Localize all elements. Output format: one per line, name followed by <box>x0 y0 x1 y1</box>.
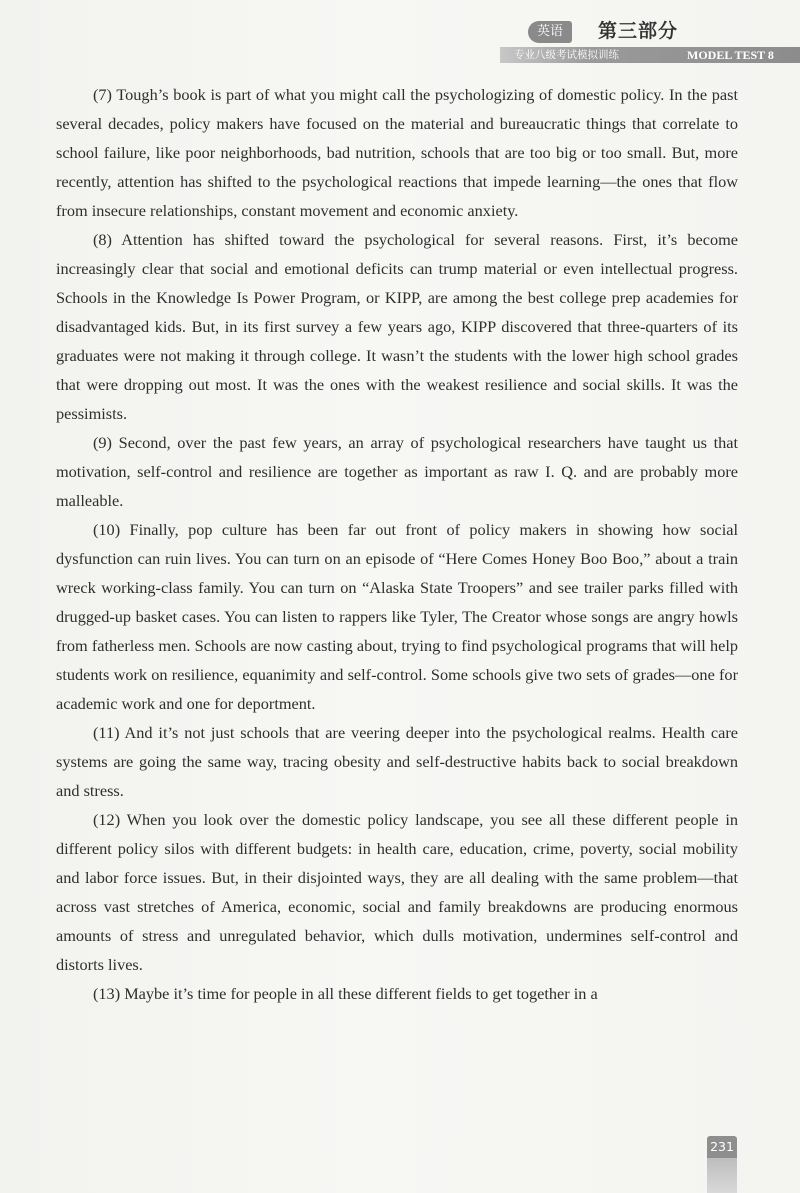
paragraph-text: Attention has shifted toward the psychological for several reasons. First, it’s become increasingly clear that social and emotional deficits can trump material or even intellectual progress. Schools in the Knowledge Is Power Program, or KIPP, are among the best college prep academies for disadvantaged kids. But, in its first survey a few years ago, KIPP discovered that three-quarters of its graduates were not making it through college. It wasn’t the students with the lower high school grades that were dropping out most. It was the ones with the weakest resilience and social skills. It was the pessimists. <box>56 230 739 423</box>
paragraph-text: Tough’s book is part of what you might call the psychologizing of domestic policy. In the past several decades, policy makers have focused on the material and bureaucratic things that correlate to school failure, like poor neighborhoods, bad nutrition, schools that are too big or too small. But, more recently, attention has shifted to the psychological reactions that impede learning—the ones that flow from insecure relationships, constant movement and economic anxiety. <box>56 85 738 220</box>
paragraph-text: And it’s not just schools that are veering deeper into the psychological realms. Health care systems are going the same way, tracing obesity and self-destructive habits back to social breakdown and stress. <box>56 723 738 800</box>
paragraph-text: Finally, pop culture has been far out front of policy makers in showing how social dysfunction can ruin lives. You can turn on an episode of “Here Comes Honey Boo Boo,” about a train wreck working-class family. You can turn on “Alaska State Troopers” and see trailer parks filled with drugged-up basket cases. You can listen to rappers like Tyler, The Creator whose songs are angry howls from fatherless men. Schools are now casting about, trying to find psychological programs that will help students work on resilience, equanimity and self-control. Some schools give two sets of grades—one for academic work and one for deportment. <box>56 520 738 713</box>
paragraph-text: Second, over the past few years, an array of psychological researchers have taught us that motivation, self-control and resilience are together as important as raw I. Q. and are probably more malleable. <box>56 433 738 510</box>
paragraph-text: When you look over the domestic policy landscape, you see all these different people in different policy silos with different budgets: in health care, education, crime, poverty, social mobility and labor force issues. But, in their disjointed ways, they are all dealing with the same problem—that across vast stretches of America, economic, social and family breakdowns are producing enormous amounts of stress and unregulated behavior, which dulls motivation, undermines self-control and distorts lives. <box>56 810 738 974</box>
paragraph-9 <box>56 428 738 515</box>
paragraph-11 <box>56 718 738 805</box>
paragraph-number: (7) <box>93 85 112 104</box>
paragraph-number: (11) <box>93 723 120 742</box>
paragraph-8 <box>56 225 738 428</box>
paragraph-7 <box>56 80 738 225</box>
part-title: 第三部分 <box>598 20 679 42</box>
paragraph-12 <box>56 805 738 979</box>
paragraph-number: (8) <box>93 230 112 249</box>
paragraph-number: (10) <box>93 520 121 539</box>
header-subtitle: 专业八级考试模拟训练 <box>514 49 619 61</box>
paragraph-number: (9) <box>93 433 112 452</box>
page-number: 231 <box>707 1136 737 1158</box>
model-test-label: MODEL TEST 8 <box>687 48 774 62</box>
paragraph-number: (12) <box>93 810 121 829</box>
paragraph-10 <box>56 515 738 718</box>
paragraph-13 <box>56 979 738 1008</box>
paragraph-number: (13) <box>93 984 121 1003</box>
paragraph-text: Maybe it’s time for people in all these different fields to get together in a <box>124 984 598 1003</box>
article-body <box>56 80 738 1008</box>
language-badge: 英语 <box>528 21 572 43</box>
page-header <box>500 18 800 66</box>
page-edge-tab <box>707 1158 737 1193</box>
